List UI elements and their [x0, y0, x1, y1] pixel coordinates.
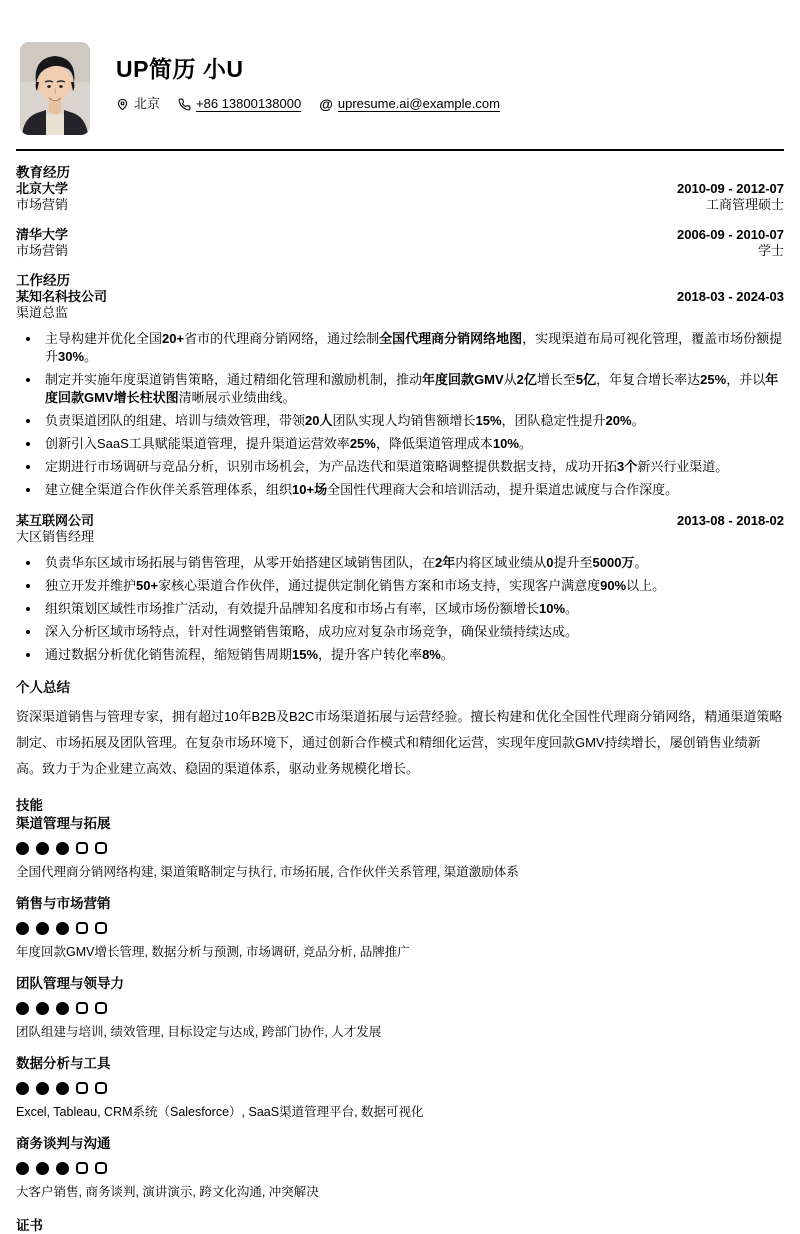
- phone-link[interactable]: +86 13800138000: [196, 96, 302, 111]
- rating-dot-empty: [95, 1082, 107, 1094]
- education-item-left: [16, 181, 68, 213]
- job-title: 大区销售经理: [16, 529, 95, 544]
- skill-item: [16, 896, 784, 960]
- work-bullet-list: [16, 554, 784, 664]
- bullet-item: 创新引入SaaS工具赋能渠道管理，提升渠道运营效率25%，降低渠道管理成本10%。: [16, 435, 784, 453]
- school-name: 北京大学: [16, 181, 69, 196]
- header-divider: [16, 149, 784, 151]
- skill-name: 商务谈判与沟通: [16, 1136, 111, 1151]
- work-bullet-list: [16, 330, 784, 499]
- contact-row: [116, 96, 500, 112]
- education-list: [16, 181, 784, 259]
- rating-dot-filled: [16, 842, 29, 855]
- skill-rating: [16, 1001, 784, 1015]
- contact-location: [116, 96, 160, 112]
- location-text: 北京: [134, 96, 161, 111]
- rating-dot-filled: [36, 1082, 49, 1095]
- section-summary: [16, 680, 784, 782]
- bullet-item: 组织策划区域性市场推广活动，有效提升品牌知名度和市场占有率，区域市场份额增长10%。: [16, 600, 784, 618]
- rating-dot-filled: [36, 1162, 49, 1175]
- bullet-item: 主导构建并优化全国20+省市的代理商分销网络，通过绘制全国代理商分销网络地图，实现渠道布局可视化管理，覆盖市场份额提升30%。: [16, 330, 784, 366]
- bullet-item: 建立健全渠道合作伙伴关系管理体系，组织10+场全国性代理商大会和培训活动，提升渠道忠诚度与合作深度。: [16, 481, 784, 499]
- rating-dot-filled: [16, 1162, 29, 1175]
- major: 市场营销: [16, 197, 69, 212]
- school-name: 清华大学: [16, 227, 69, 242]
- work-item: [16, 289, 784, 499]
- email-link[interactable]: upresume.ai@example.com: [337, 96, 500, 111]
- skill-keywords: 全国代理商分销网络构建, 渠道策略制定与执行, 市场拓展, 合作伙伴关系管理, 渠道激励体系: [16, 865, 519, 879]
- section-education: [16, 165, 784, 259]
- skill-name: 数据分析与工具: [16, 1056, 111, 1071]
- at-sign-icon: @: [319, 95, 333, 112]
- rating-dot-empty: [76, 1002, 88, 1014]
- work-item-header: [16, 289, 784, 305]
- skill-keywords: Excel, Tableau, CRM系统（Salesforce）, SaaS渠道管理平台, 数据可视化: [16, 1105, 424, 1119]
- education-item-right: [677, 181, 784, 213]
- bullet-item: 深入分析区域市场特点，针对性调整销售策略，成功应对复杂市场竞争，确保业绩持续达成。: [16, 623, 784, 641]
- degree: 学士: [757, 243, 784, 258]
- bullet-item: 独立开发并维护50+家核心渠道合作伙伴，通过提供定制化销售方案和市场支持，实现客户满意度90%以上。: [16, 577, 784, 595]
- section-certificates: [16, 1218, 784, 1234]
- avatar: [20, 42, 90, 135]
- rating-dot-empty: [95, 1002, 107, 1014]
- rating-dot-filled: [56, 1162, 69, 1175]
- rating-dot-filled: [16, 1002, 29, 1015]
- skill-name: 销售与市场营销: [16, 896, 111, 911]
- date-range: 2006-09 - 2010-07: [677, 227, 784, 242]
- section-title-certificates: 证书: [16, 1218, 43, 1233]
- education-item: [16, 227, 784, 259]
- bullet-item: 制定并实施年度渠道销售策略，通过精细化管理和激励机制，推动年度回款GMV从2亿增长至5亿，年复合增长率达25%，并以年度回款GMV增长柱状图清晰展示业绩曲线。: [16, 371, 784, 407]
- date-range: 2018-03 - 2024-03: [677, 289, 784, 304]
- skill-rating: [16, 1161, 784, 1175]
- bullet-item: 定期进行市场调研与竞品分析，识别市场机会，为产品迭代和渠道策略调整提供数据支持，成功开拓3个新兴行业渠道。: [16, 458, 784, 476]
- company-name: 某互联网公司: [16, 513, 95, 528]
- avatar-photo-illustration: [20, 42, 90, 135]
- bullet-item: 通过数据分析优化销售流程，缩短销售周期15%，提升客户转化率8%。: [16, 646, 784, 664]
- section-title-summary: 个人总结: [16, 680, 70, 695]
- rating-dot-filled: [56, 1082, 69, 1095]
- skill-rating: [16, 1081, 784, 1095]
- major: 市场营销: [16, 243, 69, 258]
- skill-keywords: 大客户销售, 商务谈判, 演讲演示, 跨文化沟通, 冲突解决: [16, 1185, 319, 1199]
- map-pin-icon: [116, 98, 129, 111]
- section-title-skills: 技能: [16, 798, 43, 813]
- rating-dot-empty: [76, 922, 88, 934]
- rating-dot-empty: [76, 1162, 88, 1174]
- company-name: 某知名科技公司: [16, 289, 108, 304]
- section-work: [16, 273, 784, 664]
- rating-dot-filled: [36, 842, 49, 855]
- rating-dot-filled: [16, 922, 29, 935]
- contact-email: [319, 96, 500, 112]
- bullet-item: 负责渠道团队的组建、培训与绩效管理，带领20人团队实现人均销售额增长15%，团队稳定性提升20%。: [16, 412, 784, 430]
- skill-name: 团队管理与领导力: [16, 976, 124, 991]
- rating-dot-empty: [76, 1082, 88, 1094]
- skills-list: [16, 816, 784, 1200]
- job-title: 渠道总监: [16, 305, 69, 320]
- candidate-name: UP简历 小U: [116, 56, 244, 82]
- rating-dot-filled: [36, 1002, 49, 1015]
- skill-item: [16, 1056, 784, 1120]
- work-item-header: [16, 513, 784, 529]
- rating-dot-filled: [36, 922, 49, 935]
- rating-dot-empty: [95, 922, 107, 934]
- skill-rating: [16, 841, 784, 855]
- education-item: [16, 181, 784, 213]
- education-item-left: [16, 227, 68, 259]
- degree: 工商管理硕士: [705, 197, 784, 212]
- rating-dot-filled: [56, 922, 69, 935]
- skill-name: 渠道管理与拓展: [16, 816, 111, 831]
- rating-dot-filled: [16, 1082, 29, 1095]
- rating-dot-filled: [56, 842, 69, 855]
- section-title-work: 工作经历: [16, 273, 70, 288]
- rating-dot-empty: [95, 1162, 107, 1174]
- skill-rating: [16, 921, 784, 935]
- section-title-education: 教育经历: [16, 165, 70, 180]
- skill-item: [16, 816, 784, 880]
- rating-dot-empty: [95, 842, 107, 854]
- bullet-item: 负责华东区域市场拓展与销售管理，从零开始搭建区域销售团队，在2年内将区域业绩从0提升至5000万。: [16, 554, 784, 572]
- resume-body: [0, 165, 800, 1234]
- work-list: [16, 289, 784, 664]
- education-item-right: [677, 227, 784, 259]
- phone-icon: [178, 98, 191, 111]
- header-info: [116, 42, 500, 112]
- section-skills: [16, 798, 784, 1200]
- work-item: [16, 513, 784, 664]
- skill-item: [16, 1136, 784, 1200]
- date-range: 2013-08 - 2018-02: [677, 513, 784, 528]
- skill-keywords: 团队组建与培训, 绩效管理, 目标设定与达成, 跨部门协作, 人才发展: [16, 1025, 382, 1039]
- skill-item: [16, 976, 784, 1040]
- skill-keywords: 年度回款GMV增长管理, 数据分析与预测, 市场调研, 竞品分析, 品牌推广: [16, 945, 410, 959]
- resume-header: [0, 0, 800, 135]
- summary-text: 资深渠道销售与管理专家，拥有超过10年B2B及B2C市场渠道拓展与运营经验。擅长构建和优化全国性代理商分销网络，精通渠道策略制定、市场拓展及团队管理。在复杂市场环境下，通过创新合作模式和精细化运营，实现年度回款GMV持续增长，屡创销售业绩新高。致力于为企业建立高效、稳固的渠道体系，驱动业务规模化增长。: [16, 709, 783, 776]
- date-range: 2010-09 - 2012-07: [677, 181, 784, 196]
- rating-dot-empty: [76, 842, 88, 854]
- rating-dot-filled: [56, 1002, 69, 1015]
- contact-phone: [178, 96, 301, 112]
